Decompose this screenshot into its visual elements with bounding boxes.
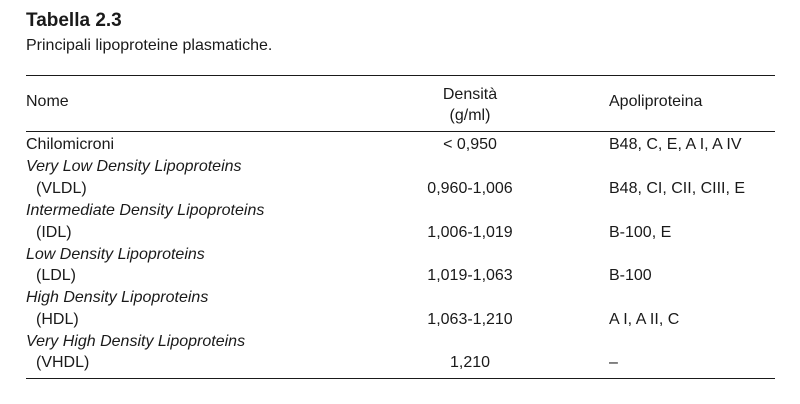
row-name-idl: Intermediate Density Lipoproteins: [26, 202, 265, 219]
table-label: Tabella 2.3: [26, 10, 122, 31]
row-density-chilomicroni: < 0,950: [443, 136, 497, 153]
row-name-vldl: Very Low Density Lipoproteins: [26, 158, 242, 175]
row-abbr-vldl: (VLDL): [36, 180, 87, 197]
row-name-chilomicroni: Chilomicroni: [26, 136, 115, 153]
row-density-ldl: 1,019-1,063: [427, 267, 513, 284]
header-name: Nome: [26, 93, 69, 110]
row-apo-ldl: B-100: [609, 267, 652, 284]
row-density-vhdl: 1,210: [449, 354, 491, 371]
header-density-line2: (g/ml): [449, 107, 491, 124]
header-apolipoprotein: Apoliproteina: [609, 93, 703, 110]
row-density-idl: 1,006-1,019: [427, 224, 513, 241]
row-density-hdl: 1,063-1,210: [427, 311, 513, 328]
header-density-line1: Densità: [442, 86, 498, 103]
top-rule: [26, 75, 775, 76]
header-density: [443, 84, 497, 126]
row-apo-chilomicroni: B48, C, E, A I, A IV: [609, 136, 742, 153]
row-abbr-vhdl: (VHDL): [36, 354, 90, 371]
row-name-vhdl: Very High Density Lipoproteins: [26, 333, 246, 350]
header-rule: [26, 131, 775, 132]
row-apo-vhdl: –: [609, 354, 618, 371]
row-density-vldl: 0,960-1,006: [427, 180, 513, 197]
row-abbr-ldl: (LDL): [36, 267, 77, 284]
row-name-hdl: High Density Lipoproteins: [26, 289, 209, 306]
row-abbr-idl: (IDL): [36, 224, 72, 241]
bottom-rule: [26, 378, 775, 379]
row-apo-idl: B-100, E: [609, 224, 672, 241]
row-name-ldl: Low Density Lipoproteins: [26, 246, 205, 263]
row-apo-hdl: A I, A II, C: [609, 311, 680, 328]
row-apo-vldl: B48, CI, CII, CIII, E: [609, 180, 746, 197]
row-abbr-hdl: (HDL): [36, 311, 79, 328]
table-caption: Principali lipoproteine plasmatiche.: [26, 37, 273, 54]
